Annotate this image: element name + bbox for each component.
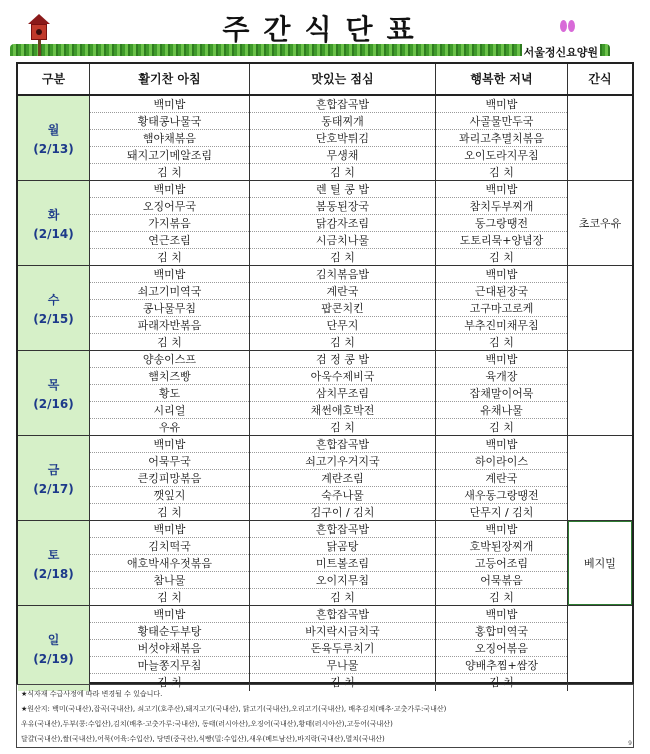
day-date: (2/14) bbox=[33, 226, 74, 241]
menu-item: 김 치 bbox=[489, 336, 514, 349]
menu-item: 참치두부찌개 bbox=[436, 198, 567, 215]
menu-item: 고구마고로케 bbox=[436, 300, 567, 317]
table-header bbox=[18, 64, 632, 96]
menu-item: 황태순두부탕 bbox=[90, 623, 249, 640]
menu-item: 숙주나물 bbox=[250, 487, 435, 504]
day-name: 일 bbox=[47, 633, 60, 647]
menu-item: 사골물만두국 bbox=[436, 113, 567, 130]
breakfast-cell bbox=[90, 351, 250, 435]
menu-item: 김 치 bbox=[157, 676, 182, 689]
menu-item: 황도 bbox=[90, 385, 249, 402]
lunch-cell bbox=[250, 266, 436, 350]
snack-cell bbox=[568, 96, 632, 180]
day-row bbox=[18, 606, 632, 691]
menu-item: 백미밥 bbox=[90, 181, 249, 198]
menu-item: 홍합미역국 bbox=[436, 623, 567, 640]
snack-cell bbox=[568, 436, 632, 520]
notes-section bbox=[16, 684, 634, 748]
dinner-cell bbox=[436, 351, 568, 435]
day-name: 금 bbox=[47, 462, 60, 477]
header-breakfast: 활기찬 아침 bbox=[90, 64, 250, 94]
menu-item: 새우동그랑땡전 bbox=[436, 487, 567, 504]
day-date: (2/16) bbox=[33, 396, 74, 411]
menu-item: 도토리묵+양념장 bbox=[436, 232, 567, 249]
day-label bbox=[18, 351, 90, 435]
lunch-cell bbox=[250, 181, 436, 265]
menu-item: 미트볼조림 bbox=[250, 555, 435, 572]
menu-item: 쇠고기우거지국 bbox=[250, 453, 435, 470]
menu-item: 흔합잡곡밥 bbox=[250, 521, 435, 538]
page-title: 주간식단표 bbox=[222, 13, 428, 46]
menu-item: 백미밥 bbox=[436, 521, 567, 538]
menu-item: 김 치 bbox=[157, 251, 182, 264]
snack-cell bbox=[568, 606, 632, 691]
menu-item: 연근조림 bbox=[90, 232, 249, 249]
menu-item: 김 치 bbox=[157, 166, 182, 179]
menu-item: 계란국 bbox=[250, 283, 435, 300]
snack-cell: 초코우유 bbox=[578, 217, 622, 230]
menu-item: 어묵볶음 bbox=[436, 572, 567, 589]
day-date: (2/18) bbox=[33, 566, 74, 581]
day-name: 목 bbox=[47, 377, 60, 392]
menu-item: 쇠고기미역국 bbox=[90, 283, 249, 300]
menu-item: 어묵무국 bbox=[90, 453, 249, 470]
note-line: 우유(국내산),두부(콩:수입산),김치(배추·고춧가루:국내산), 동태(러시아산),오징어(국내산),황태(러시아산),고등어(국내산) bbox=[21, 720, 393, 728]
organization-name: 서울정신요양원 bbox=[523, 46, 598, 59]
lunch-cell bbox=[250, 96, 436, 180]
header-day: 구분 bbox=[18, 64, 90, 94]
menu-item: 동그랑땡전 bbox=[436, 215, 567, 232]
menu-item: 백미밥 bbox=[436, 436, 567, 453]
menu-item: 김 치 bbox=[330, 251, 355, 264]
menu-item: 김 치 bbox=[489, 421, 514, 434]
day-date: (2/19) bbox=[33, 652, 74, 666]
menu-item: 큰킹피망볶음 bbox=[90, 470, 249, 487]
menu-item: 백미밥 bbox=[436, 266, 567, 283]
day-row bbox=[18, 351, 632, 436]
header-snack: 간식 bbox=[588, 72, 612, 86]
dinner-cell bbox=[436, 181, 568, 265]
menu-item: 김 치 bbox=[489, 166, 514, 179]
lunch-cell bbox=[250, 606, 436, 691]
day-row bbox=[18, 521, 632, 606]
lunch-cell bbox=[250, 351, 436, 435]
menu-item: 백미밥 bbox=[90, 96, 249, 113]
day-name: 화 bbox=[47, 207, 60, 222]
lunch-cell bbox=[250, 436, 436, 520]
menu-item: 시리얼 bbox=[90, 402, 249, 419]
menu-item: 오징어무국 bbox=[90, 198, 249, 215]
menu-item: 애호박새우젓볶음 bbox=[90, 555, 249, 572]
menu-item: 고등어조림 bbox=[436, 555, 567, 572]
page-header bbox=[0, 0, 650, 62]
menu-item: 양배추찜+쌈장 bbox=[436, 657, 567, 674]
menu-item: 파래자반볶음 bbox=[90, 317, 249, 334]
menu-item: 잡채말이어묵 bbox=[436, 385, 567, 402]
menu-item: 꽈리고추멸치볶음 bbox=[436, 130, 567, 147]
breakfast-cell bbox=[90, 606, 250, 691]
menu-item: 계란조림 bbox=[250, 470, 435, 487]
day-name: 토 bbox=[47, 547, 60, 562]
menu-item: 버섯야채볶음 bbox=[90, 640, 249, 657]
menu-item: 김 치 bbox=[157, 591, 182, 604]
menu-item: 시금치나물 bbox=[250, 232, 435, 249]
menu-item: 김 치 bbox=[330, 336, 355, 349]
menu-item: 육개장 bbox=[436, 368, 567, 385]
menu-item: 백미밥 bbox=[90, 436, 249, 453]
menu-item: 김치볶음밥 bbox=[250, 266, 435, 283]
menu-item: 단호박튀김 bbox=[250, 130, 435, 147]
snack-cell bbox=[568, 351, 632, 435]
day-row bbox=[18, 436, 632, 521]
menu-item: 깻잎지 bbox=[90, 487, 249, 504]
menu-item: 닭감자조림 bbox=[250, 215, 435, 232]
note-line: 달걀(국내산),쌀(국내산),어묵(어육:수입산), 당면(중국산),식빵(밀:수입산),새우(베트남산),바지락(국내산),멸치(국내산) bbox=[21, 735, 385, 743]
menu-item: 흔합잡곡밥 bbox=[250, 96, 435, 113]
menu-item: 우유 bbox=[158, 421, 181, 434]
note-line: ★원산지: 백미(국내산),잡곡(국내산), 쇠고기(호주산),돼지고기(국내산), 닭고기(국내산),오리고기(국내산), 배추김치(배추·고춧가루:국내산) bbox=[21, 705, 447, 713]
day-date: (2/15) bbox=[33, 311, 74, 326]
menu-item: 오이도라지무침 bbox=[436, 147, 567, 164]
day-label bbox=[18, 606, 90, 691]
menu-item: 무나물 bbox=[250, 657, 435, 674]
menu-item: 백미밥 bbox=[90, 266, 249, 283]
day-name: 월 bbox=[47, 122, 60, 137]
day-label bbox=[18, 96, 90, 180]
menu-item: 팝콘치킨 bbox=[250, 300, 435, 317]
menu-item: 김구이 / 김치 bbox=[310, 506, 375, 519]
header-lunch: 맛있는 점심 bbox=[250, 64, 436, 94]
menu-item: 김 치 bbox=[489, 251, 514, 264]
menu-item: 김 치 bbox=[330, 676, 355, 689]
menu-item: 참나물 bbox=[90, 572, 249, 589]
menu-item: 닭곰탕 bbox=[250, 538, 435, 555]
menu-item: 단무지 bbox=[250, 317, 435, 334]
menu-item: 유채나물 bbox=[436, 402, 567, 419]
day-name: 수 bbox=[47, 292, 60, 307]
day-row bbox=[18, 266, 632, 351]
menu-item: 흔합잡곡밥 bbox=[250, 606, 435, 623]
menu-item: 돈육두루치기 bbox=[250, 640, 435, 657]
menu-item: 마늘쫑지무침 bbox=[90, 657, 249, 674]
day-row bbox=[18, 96, 632, 181]
menu-item: 돼지고기메알조림 bbox=[90, 147, 249, 164]
breakfast-cell bbox=[90, 436, 250, 520]
menu-item: 김 치 bbox=[489, 591, 514, 604]
menu-item: 백미밥 bbox=[90, 521, 249, 538]
menu-item: 김 치 bbox=[330, 166, 355, 179]
breakfast-cell bbox=[90, 181, 250, 265]
day-label bbox=[18, 436, 90, 520]
menu-item: 아욱수제비국 bbox=[250, 368, 435, 385]
menu-item: 김 치 bbox=[330, 421, 355, 434]
menu-item: 호박된장찌개 bbox=[436, 538, 567, 555]
menu-item: 햄야채볶음 bbox=[90, 130, 249, 147]
menu-item: 콩나물무침 bbox=[90, 300, 249, 317]
dinner-cell bbox=[436, 521, 568, 605]
breakfast-cell bbox=[90, 266, 250, 350]
menu-item: 백미밥 bbox=[436, 96, 567, 113]
dinner-cell bbox=[436, 436, 568, 520]
menu-item: 백미밥 bbox=[90, 606, 249, 623]
day-date: (2/13) bbox=[33, 141, 74, 156]
menu-item: 김 치 bbox=[489, 676, 514, 689]
menu-item: 근대된장국 bbox=[436, 283, 567, 300]
day-date: (2/17) bbox=[33, 481, 74, 496]
menu-item: 검 정 콩 밥 bbox=[250, 351, 435, 368]
snack-cell bbox=[568, 266, 632, 350]
snack-cell: 베지밀 bbox=[568, 521, 632, 605]
menu-item: 오징어볶음 bbox=[436, 640, 567, 657]
menu-item: 계란국 bbox=[436, 470, 567, 487]
menu-item: 햄치즈빵 bbox=[90, 368, 249, 385]
day-label bbox=[18, 181, 90, 265]
menu-item: 부추진미채무침 bbox=[436, 317, 567, 334]
dinner-cell bbox=[436, 266, 568, 350]
menu-item: 하이라이스 bbox=[436, 453, 567, 470]
menu-item: 봄동된장국 bbox=[250, 198, 435, 215]
dinner-cell bbox=[436, 606, 568, 691]
menu-item: 양송이스프 bbox=[90, 351, 249, 368]
menu-item: 김 치 bbox=[330, 591, 355, 604]
menu-item: 렌 틸 콩 밥 bbox=[250, 181, 435, 198]
menu-item: 황태콩나물국 bbox=[90, 113, 249, 130]
menu-item: 동태찌개 bbox=[250, 113, 435, 130]
note-line: ★식자재 수급사정에 따라 변경될 수 있습니다. bbox=[21, 690, 163, 698]
menu-item: 단무지 / 김치 bbox=[469, 506, 534, 519]
menu-item: 백미밥 bbox=[436, 606, 567, 623]
lunch-cell bbox=[250, 521, 436, 605]
day-label bbox=[18, 266, 90, 350]
page-number: 9 bbox=[628, 740, 632, 747]
menu-item: 오이지무침 bbox=[250, 572, 435, 589]
menu-item: 무생채 bbox=[250, 147, 435, 164]
day-label bbox=[18, 521, 90, 605]
breakfast-cell bbox=[90, 96, 250, 180]
menu-item: 백미밥 bbox=[436, 351, 567, 368]
menu-item: 삼치무조림 bbox=[250, 385, 435, 402]
menu-item: 김 치 bbox=[157, 506, 182, 519]
breakfast-cell bbox=[90, 521, 250, 605]
header-dinner: 행복한 저녁 bbox=[436, 64, 568, 94]
dinner-cell bbox=[436, 96, 568, 180]
menu-item: 바지락시금치국 bbox=[250, 623, 435, 640]
menu-item: 백미밥 bbox=[436, 181, 567, 198]
menu-item: 흔합잡곡밥 bbox=[250, 436, 435, 453]
menu-item: 채썬애호박전 bbox=[250, 402, 435, 419]
menu-item: 김 치 bbox=[157, 336, 182, 349]
menu-table bbox=[16, 62, 634, 689]
menu-item: 김치떡국 bbox=[90, 538, 249, 555]
day-row bbox=[18, 181, 632, 266]
menu-item: 가지볶음 bbox=[90, 215, 249, 232]
